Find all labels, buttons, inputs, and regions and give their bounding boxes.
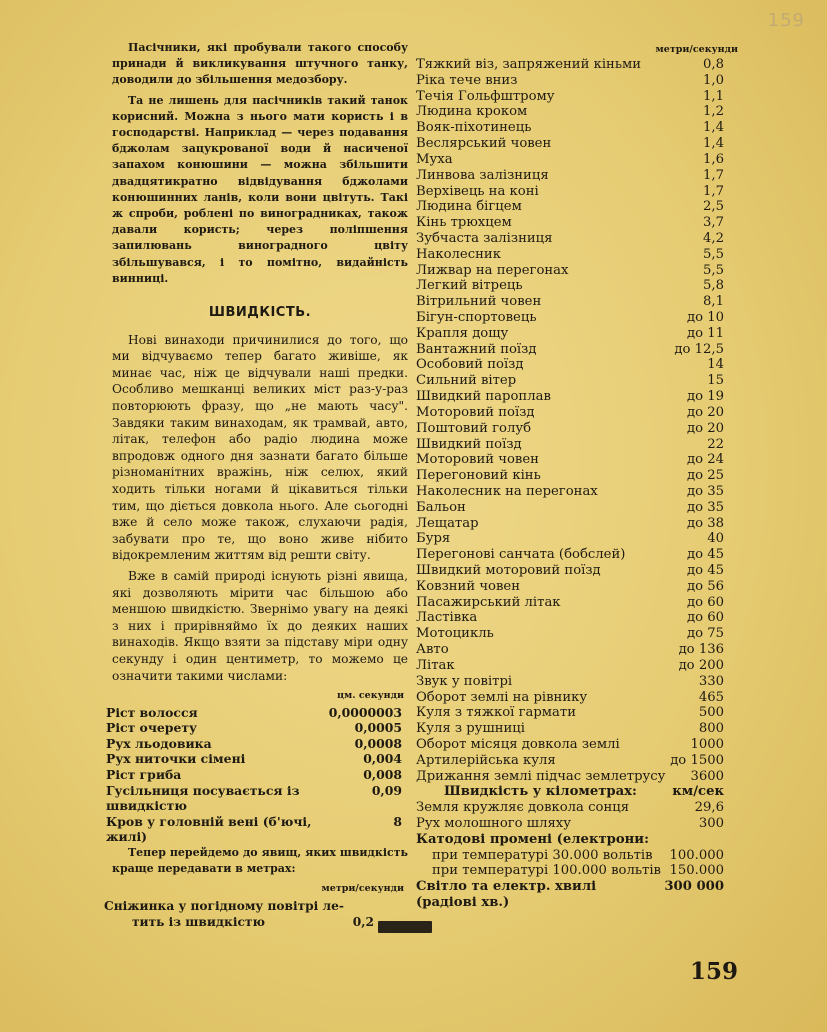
- m-item-value: до 1500: [670, 752, 724, 768]
- m-item-row: [416, 674, 724, 690]
- cm-item-name: Ріст очерету: [106, 720, 197, 736]
- m-item-row: [416, 373, 724, 389]
- m-item-name: Лижвар на перегонах: [416, 262, 569, 278]
- m-item-row: [416, 595, 724, 611]
- m-item-value: 465: [698, 689, 724, 705]
- units-m-header-left: метри/секунди: [321, 883, 404, 895]
- m-item-name: Оборот землі на рівнику: [416, 689, 588, 705]
- m-item-name: Пасажирський літак: [416, 594, 561, 610]
- m-item-name: Кінь трюхцем: [416, 215, 512, 231]
- page-number: 159: [690, 958, 739, 985]
- right-column: [416, 44, 738, 911]
- m-item-row: [416, 263, 724, 279]
- cm-item-value: 0,004: [363, 751, 402, 767]
- m-item-name: Линвова залізниця: [416, 167, 549, 183]
- snowflake-line-1: Сніжинка у погідному повітрі ле-: [104, 899, 344, 914]
- m-item-value: до 45: [686, 563, 724, 578]
- km-item-row: [416, 816, 724, 832]
- cm-item-name: Рух ниточки сімені: [106, 751, 246, 767]
- m-item-value: 500: [698, 705, 724, 721]
- m-item-name: Вітрильний човен: [416, 294, 542, 310]
- m-item-name: Тяжкий віз, запряжений кіньми: [416, 57, 642, 72]
- cm-item-value: 0,0000003: [328, 704, 402, 720]
- m-speed-table: [416, 57, 724, 784]
- m-item-row: [416, 769, 724, 785]
- m-item-row: [416, 626, 724, 642]
- cm-item-row: [106, 736, 402, 752]
- m-item-value: 15: [707, 373, 724, 389]
- m-item-value: до 25: [686, 468, 724, 484]
- m-item-name: Людина бігцем: [416, 199, 522, 215]
- m-item-row: [416, 199, 724, 215]
- m-item-name: Вантажний поїзд: [416, 341, 537, 357]
- cm-item-value: 0,0008: [354, 735, 402, 751]
- cathode-table: [416, 848, 724, 880]
- cathode-item-name: при температурі 30.000 вольтів: [432, 847, 653, 863]
- m-item-name: Лещатар: [416, 515, 479, 531]
- m-item-value: 5,5: [703, 262, 724, 278]
- m-item-value: до 38: [686, 515, 724, 531]
- m-item-value: 1,0: [703, 72, 724, 88]
- m-item-name: Зубчаста залізниця: [416, 230, 553, 246]
- m-item-row: [416, 326, 724, 342]
- km-item-name: Рух молошного шляху: [416, 816, 571, 831]
- cathode-item-row: [416, 848, 724, 864]
- m-item-value: до 20: [686, 420, 724, 436]
- cm-item-value: 8: [393, 813, 402, 829]
- body-paragraph-2: Вже в самій природі існують різні явища, які дозволяють мірити час більшою або меншою швидкістю. Звернімо увагу на деякі з них і прирівняймо їх до деяких наших винаходів. Якщо взяти за підставу міри одну секунду і один центиметр, то можемо це означити такими числами:: [112, 568, 408, 683]
- cm-item-row: [106, 705, 402, 721]
- intro-paragraph-1: Пасічники, які пробували такого способу принади й викликування штучного танку, доводили до збільшення медозбору.: [112, 41, 408, 87]
- m-item-value: 1,7: [703, 183, 724, 199]
- m-item-name: Авто: [416, 642, 449, 658]
- m-item-name: Моторовий човен: [416, 452, 539, 468]
- m-item-value: 14: [707, 357, 724, 373]
- cathode-header: Катодові промені (електрони:: [416, 831, 649, 847]
- m-item-row: [416, 89, 724, 105]
- m-item-name: Ковзний човен: [416, 578, 520, 594]
- m-item-name: Швидкий пароплав: [416, 389, 551, 405]
- decorative-bar: [378, 921, 432, 933]
- m-item-row: [416, 152, 724, 168]
- km-section-header: [416, 784, 724, 800]
- m-item-row: [416, 721, 724, 737]
- m-item-value: 3600: [690, 768, 724, 784]
- m-item-row: [416, 579, 724, 595]
- m-item-value: до 19: [686, 389, 724, 405]
- cm-item-row: [106, 751, 402, 767]
- m-item-name: Муха: [416, 151, 453, 167]
- m-item-row: [416, 547, 724, 563]
- m-item-name: Моторовий поїзд: [416, 404, 535, 420]
- m-item-row: [416, 342, 724, 358]
- m-item-name: Буря: [416, 531, 451, 547]
- m-item-row: [416, 484, 724, 500]
- light-table: [416, 879, 724, 911]
- m-item-row: [416, 642, 724, 658]
- m-item-row: [416, 136, 724, 152]
- intro-paragraph-2: Та не лишень для пасічників такий танок корисний. Можна з нього мати користь і в господарстві. Наприклад — через подавання бджолам зацукрованої води й насиченої запахом конюшини — можна збільшити двадцятикратно відвідування бджолами конюшинних ланів, коли вони цвітуть. Такі ж спроби, роблені по виноградниках, також давали користь; через поліпшення запилювань виноградного цвіту збільшувався, і то помітно, видайність винниці.: [112, 93, 408, 285]
- m-item-row: [416, 690, 724, 706]
- m-item-value: до 11: [686, 325, 724, 341]
- m-item-row: [416, 73, 724, 89]
- m-item-value: 40: [707, 531, 724, 547]
- m-item-value: 1000: [690, 736, 724, 752]
- snowflake-line-2: тить із швидкістю: [132, 915, 265, 930]
- m-item-name: Крапля дощу: [416, 325, 509, 341]
- cm-item-name: Ріст гриба: [106, 767, 182, 783]
- cathode-item-value: 150.000: [669, 863, 724, 879]
- m-item-row: [416, 452, 724, 468]
- snowflake-entry: [104, 898, 408, 930]
- corner-pencil-note: 159: [767, 10, 805, 31]
- m-item-name: Веслярський човен: [416, 136, 552, 152]
- m-item-value: 1,4: [703, 120, 724, 136]
- m-item-name: Звук у повітрі: [416, 673, 513, 689]
- m-item-name: Бігун-спортовець: [416, 310, 537, 325]
- cathode-item-value: 100.000: [669, 847, 724, 863]
- units-m-header-right: метри/секунди: [655, 44, 738, 55]
- light-row: [416, 879, 724, 911]
- m-item-value: 1,2: [703, 104, 724, 120]
- m-item-name: Ріка тече вниз: [416, 72, 518, 88]
- m-item-name: Легкий вітрець: [416, 278, 523, 294]
- m-item-row: [416, 247, 724, 263]
- cm-item-name: Кров у головній вені (б'ючі, жилі): [106, 813, 312, 845]
- m-item-name: Ластівка: [416, 610, 478, 626]
- km-units-label: км/сек: [672, 784, 724, 800]
- m-item-value: 330: [698, 673, 724, 689]
- m-item-value: до 45: [686, 547, 724, 563]
- m-item-value: 5,5: [703, 246, 724, 262]
- m-item-row: [416, 531, 724, 547]
- m-item-row: [416, 231, 724, 247]
- snowflake-value: 0,2: [352, 915, 374, 930]
- m-item-row: [416, 310, 724, 326]
- m-item-row: [416, 357, 724, 373]
- section-title: ШВИДКІСТЬ.: [208, 305, 312, 321]
- m-item-value: до 35: [686, 483, 724, 499]
- m-item-row: [416, 168, 724, 184]
- cm-item-name: Гусільниця посувається із швидкістю: [106, 782, 300, 814]
- cm-item-row: [106, 783, 402, 814]
- m-item-name: Артилерійська куля: [416, 752, 556, 768]
- m-item-row: [416, 215, 724, 231]
- m-item-row: [416, 658, 724, 674]
- m-item-value: 1,4: [703, 136, 724, 152]
- m-item-row: [416, 421, 724, 437]
- cathode-item-name: при температурі 100.000 вольтів: [432, 863, 661, 879]
- m-item-row: [416, 104, 724, 120]
- m-item-name: Людина кроком: [416, 104, 528, 120]
- m-item-row: [416, 57, 724, 73]
- m-item-name: Наколесник на перегонах: [416, 483, 598, 499]
- m-item-value: 1,1: [703, 88, 724, 104]
- m-item-value: до 20: [686, 404, 724, 420]
- m-item-value: до 136: [678, 642, 724, 658]
- cathode-item-row: [416, 863, 724, 879]
- m-item-name: Наколесник: [416, 246, 501, 262]
- km-item-value: 29,6: [694, 800, 724, 816]
- m-item-value: до 56: [686, 578, 724, 594]
- m-item-row: [416, 737, 724, 753]
- m-item-name: Швидкий моторовий поїзд: [416, 563, 601, 578]
- cm-item-name: Рух льодовика: [106, 735, 212, 751]
- m-item-value: 8,1: [703, 294, 724, 310]
- m-item-value: до 60: [686, 610, 724, 626]
- m-item-value: до 60: [686, 594, 724, 610]
- body-paragraph-1: Нові винаходи причинилися до того, що ми відчуваємо тепер багато живіше, як минає час, ніж це відчували наші предки. Особливо мешканці великих міст раз-у-раз повторюють фразу, що „не мають часу". Завдяки таким винаходам, як трамвай, авто, літак, телефон або радіо людина може впродовж одного дня зазнати багато більше різноманітних вражінь, ніж селюх, який ходить тільки ногами й цікавиться тільки тим, що діється довкола нього. Але сьогодні вже й село може також, слухаючи радія, забувати про те, що воно живе нібито відокремленим життям від решти світу.: [112, 332, 408, 563]
- m-item-name: Літак: [416, 657, 455, 673]
- m-item-row: [416, 563, 724, 579]
- m-item-row: [416, 437, 724, 453]
- m-item-name: Вояк-піхотинець: [416, 120, 532, 136]
- m-item-name: Особовий поїзд: [416, 357, 524, 373]
- m-item-value: 1,7: [703, 167, 724, 183]
- m-item-name: Куля з рушниці: [416, 721, 525, 737]
- m-item-value: 800: [698, 721, 724, 737]
- cm-item-row: [106, 814, 402, 845]
- m-item-name: Перегоновий кінь: [416, 468, 541, 484]
- m-item-row: [416, 753, 724, 769]
- m-item-row: [416, 389, 724, 405]
- m-item-name: Дрижання землі підчас землетрусу: [416, 768, 666, 784]
- m-item-value: до 10: [686, 310, 724, 325]
- m-item-value: 0,8: [703, 57, 724, 72]
- m-item-name: Бальон: [416, 499, 466, 515]
- m-item-row: [416, 278, 724, 294]
- m-item-value: до 24: [686, 452, 724, 468]
- m-item-value: 2,5: [703, 199, 724, 215]
- cm-item-row: [106, 767, 402, 783]
- m-item-name: Верхівець на коні: [416, 183, 539, 199]
- units-cm-header: цм. секунди: [337, 690, 404, 702]
- m-item-row: [416, 610, 724, 626]
- light-value: 300 000: [664, 879, 724, 895]
- m-item-name: Куля з тяжкої гармати: [416, 705, 576, 721]
- m-item-row: [416, 184, 724, 200]
- km-header-label: Швидкість у кілометрах:: [444, 784, 637, 800]
- left-column: [104, 40, 408, 930]
- m-item-value: 22: [707, 436, 724, 452]
- transition-paragraph: Тепер перейдемо до явищ, яких швидкість краще передавати в метрах:: [112, 846, 408, 876]
- cm-item-value: 0,008: [363, 767, 402, 783]
- m-item-value: до 35: [686, 499, 724, 515]
- m-item-row: [416, 294, 724, 310]
- m-item-value: до 75: [686, 626, 724, 642]
- m-item-value: 1,6: [703, 151, 724, 167]
- m-item-value: 3,7: [703, 215, 724, 231]
- m-item-name: Оборот місяця довкола землі: [416, 736, 620, 752]
- m-item-row: [416, 120, 724, 136]
- m-item-row: [416, 500, 724, 516]
- km-speed-table: [416, 800, 724, 832]
- cm-item-value: 0,0005: [354, 720, 402, 736]
- m-item-name: Швидкий поїзд: [416, 436, 522, 452]
- m-item-row: [416, 405, 724, 421]
- km-item-name: Земля кружляє довкола сонця: [416, 800, 630, 816]
- m-item-name: Мотоцикль: [416, 626, 494, 642]
- m-item-value: до 200: [678, 657, 724, 673]
- m-item-value: 5,8: [703, 278, 724, 294]
- m-item-value: 4,2: [703, 230, 724, 246]
- m-item-row: [416, 516, 724, 532]
- cm-item-value: 0,09: [371, 782, 402, 798]
- m-item-row: [416, 468, 724, 484]
- km-item-value: 300: [698, 816, 724, 831]
- km-item-row: [416, 800, 724, 816]
- m-item-value: до 12,5: [674, 341, 724, 357]
- m-item-name: Перегонові санчата (бобслей): [416, 547, 626, 563]
- m-item-row: [416, 705, 724, 721]
- m-item-name: Течія Гольфштрому: [416, 88, 555, 104]
- cm-item-row: [106, 720, 402, 736]
- m-item-name: Поштовий голуб: [416, 420, 532, 436]
- m-item-name: Сильний вітер: [416, 373, 517, 389]
- cm-speed-table: [106, 705, 402, 845]
- light-name: Світло та електр. хвилі (радіові хв.): [416, 879, 597, 911]
- cm-item-name: Ріст волосся: [106, 704, 198, 720]
